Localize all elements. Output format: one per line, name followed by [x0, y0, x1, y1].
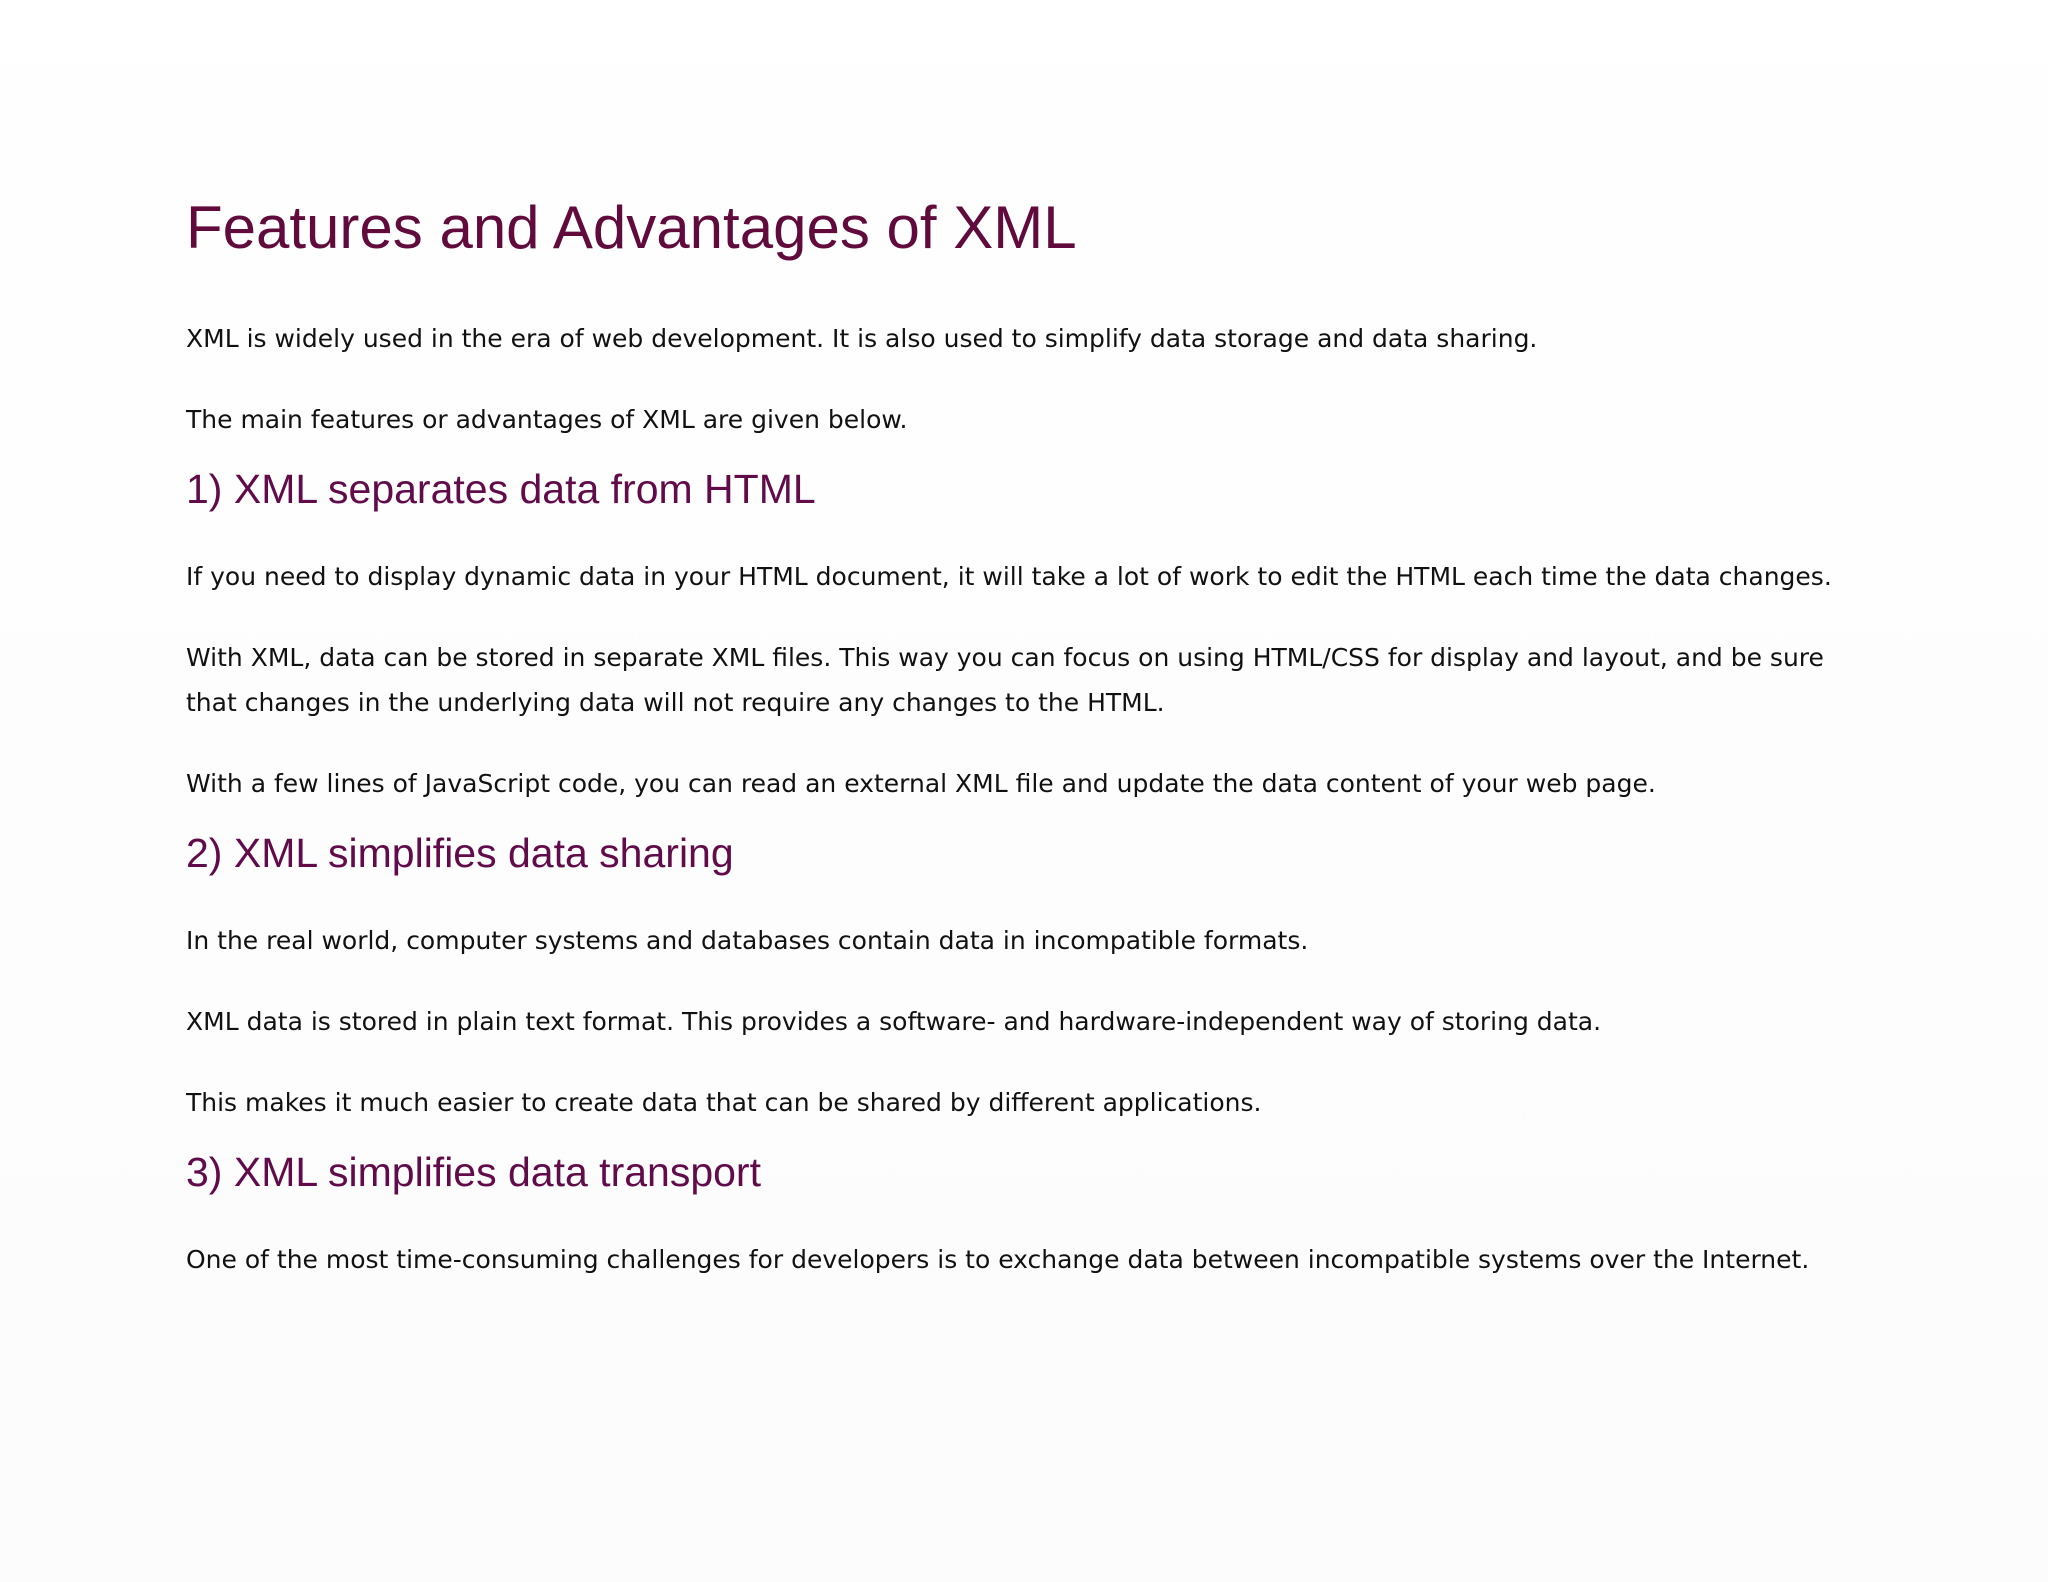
- intro-paragraph-1: XML is widely used in the era of web development. It is also used to simplify data storage and data sharing.: [186, 324, 1538, 353]
- section-1-paragraph-2: With XML, data can be stored in separate XML files. This way you can focus on using HTML/CSS for display and layout, and be sure that changes in the underlying data will not require any changes to the HTML.: [186, 643, 1824, 717]
- page-title: Features and Advantages of XML: [186, 194, 1077, 261]
- section-2-paragraph-3: This makes it much easier to create data that can be shared by different applications.: [186, 1088, 1262, 1117]
- section-3-paragraph-1: One of the most time-consuming challenges for developers is to exchange data between incompatible systems over the Internet.: [186, 1245, 1810, 1274]
- intro-paragraph-2: The main features or advantages of XML are given below.: [186, 405, 908, 434]
- section-data-transport: [186, 1147, 1866, 1282]
- section-heading-1: 1) XML separates data from HTML: [186, 466, 816, 512]
- section-2-paragraph-1: In the real world, computer systems and databases contain data in incompatible formats.: [186, 926, 1309, 955]
- section-heading-2: 2) XML simplifies data sharing: [186, 830, 734, 876]
- section-data-sharing: [186, 828, 1866, 1125]
- section-1-paragraph-1: If you need to display dynamic data in your HTML document, it will take a lot of work to edit the HTML each time the data changes.: [186, 562, 1832, 591]
- section-2-paragraph-2: XML data is stored in plain text format. This provides a software- and hardware-independent way of storing data.: [186, 1007, 1602, 1036]
- section-1-paragraph-3: With a few lines of JavaScript code, you can read an external XML file and update the data content of your web page.: [186, 769, 1656, 798]
- document-content: [186, 190, 1866, 1318]
- section-heading-3: 3) XML simplifies data transport: [186, 1149, 761, 1195]
- section-separates-data: [186, 464, 1866, 806]
